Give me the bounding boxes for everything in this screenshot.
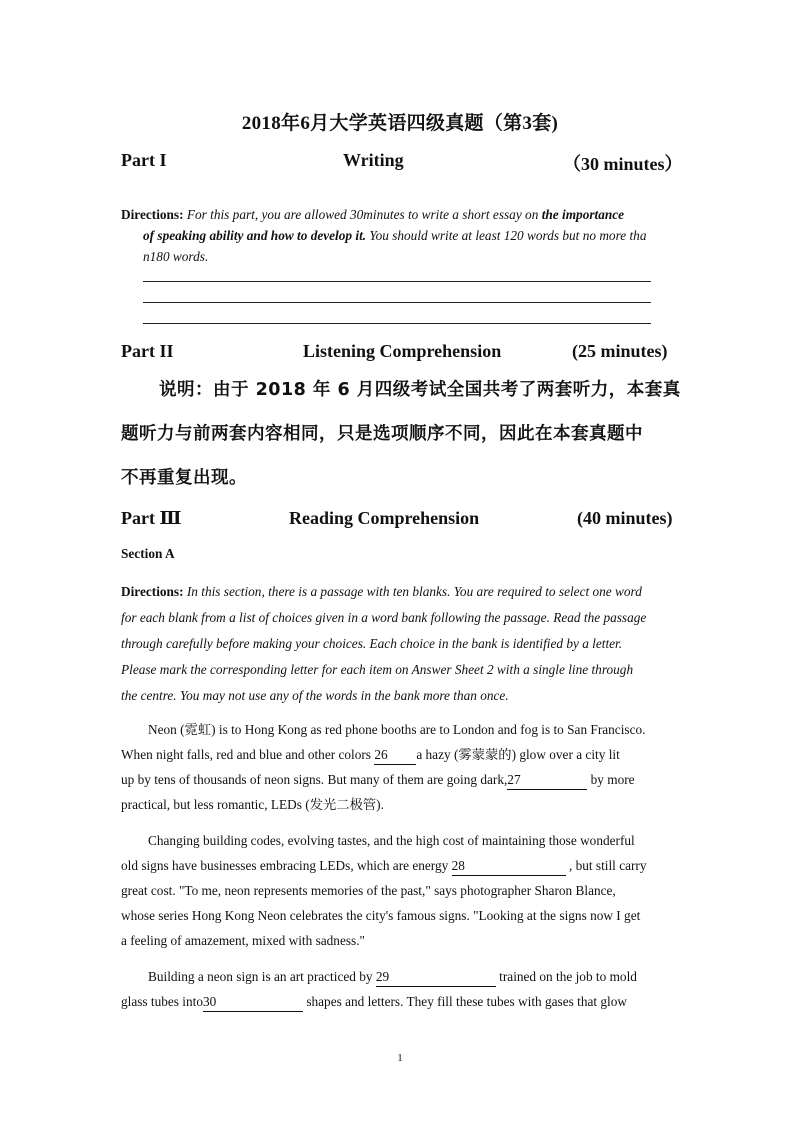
- part1-directions-line2: [121, 225, 691, 246]
- passage-line: [121, 742, 681, 767]
- page-title: 2018年6月大学英语四级真题（第3套): [241, 113, 559, 134]
- part1-dir-text2: You should write at least 120 words but no more tha: [366, 228, 647, 243]
- passage-line: [121, 989, 681, 1014]
- listening-note-line1: 说明：由于 2018 年 6 月四级考试全国共考了两套听力，本套真: [159, 380, 681, 400]
- part2-name: Listening Comprehension: [303, 341, 502, 361]
- part2-heading: [121, 341, 677, 369]
- directions-label: Directions:: [121, 584, 184, 599]
- writing-line: [143, 323, 651, 324]
- part1-dir-text3: n180 words.: [143, 249, 209, 264]
- part3-dir-text: through carefully before making your choices. Each choice in the bank is identified by a letter.: [121, 636, 623, 651]
- blank-29[interactable]: 29: [376, 968, 496, 987]
- directions-label: Directions:: [121, 207, 184, 222]
- passage-line: [121, 767, 681, 792]
- passage-text: up by tens of thousands of neon signs. But many of them are going dark,: [121, 772, 508, 787]
- part3-dir-text: for each blank from a list of choices given in a word bank following the passage. Read the passage: [121, 610, 647, 625]
- passage-text: , but still carry: [565, 858, 647, 873]
- passage-paragraph-2: [121, 828, 681, 953]
- passage-paragraph-1: [121, 717, 681, 817]
- part2-time: (25 minutes): [572, 341, 668, 361]
- part3-dir-line1: [121, 579, 691, 605]
- part3-heading: [121, 508, 677, 536]
- part3-dir-text: Please mark the corresponding letter for each item on Answer Sheet 2 with a single line through: [121, 662, 634, 677]
- blank-27[interactable]: 27: [507, 771, 587, 790]
- part3-label: Part Ⅲ: [121, 508, 182, 528]
- part1-label: Part I: [121, 150, 167, 170]
- part1-directions-line1: [121, 204, 691, 225]
- writing-line: [143, 302, 651, 303]
- passage-text: old signs have businesses embracing LEDs, which are energy: [121, 858, 452, 873]
- section-a-heading: Section A: [121, 546, 175, 561]
- part3-directions: [121, 579, 691, 709]
- passage-text: When night falls, red and blue and other colors: [121, 747, 375, 762]
- part1-time: （30 minutes）: [563, 154, 683, 174]
- passage-line: great cost. "To me, neon represents memories of the past," says photographer Sharon Blance,: [121, 883, 616, 898]
- part1-dir-bold1: the importance: [541, 207, 625, 222]
- blank-28[interactable]: 28: [452, 857, 566, 876]
- part3-name: Reading Comprehension: [289, 508, 480, 528]
- passage-line: [121, 853, 681, 878]
- blank-26[interactable]: 26: [374, 746, 416, 765]
- part3-dir-text: In this section, there is a passage with ten blanks. You are required to select one word: [183, 584, 642, 599]
- part1-directions-line3: [121, 246, 691, 267]
- passage-line: [121, 964, 681, 989]
- passage-paragraph-3: [121, 964, 681, 1014]
- passage-text: a hazy (雾蒙蒙的) glow over a city lit: [416, 747, 620, 762]
- part1-directions: [121, 204, 691, 267]
- passage-line: whose series Hong Kong Neon celebrates the city's famous signs. "Looking at the signs now I get: [121, 908, 641, 923]
- passage-text: glass tubes into: [121, 994, 203, 1009]
- blank-30[interactable]: 30: [203, 993, 303, 1012]
- passage-line: Neon (霓虹) is to Hong Kong as red phone booths are to London and fog is to San Francisco.: [148, 722, 646, 737]
- passage-text: Building a neon sign is an art practiced by: [148, 969, 376, 984]
- part1-heading: [121, 150, 683, 178]
- passage-text: shapes and letters. They fill these tubes with gases that glow: [303, 994, 627, 1009]
- passage-line: Changing building codes, evolving tastes, and the high cost of maintaining those wonderful: [148, 833, 635, 848]
- page-number: 1: [397, 1052, 403, 1064]
- part1-dir-bold2: of speaking ability and how to develop it.: [143, 228, 367, 243]
- part1-name: Writing: [343, 150, 404, 170]
- listening-note: [121, 368, 681, 500]
- passage-line: practical, but less romantic, LEDs (发光二极管).: [121, 797, 384, 812]
- part3-dir-text: the centre. You may not use any of the words in the bank more than once.: [121, 688, 509, 703]
- listening-note-line2: 题听力与前两套内容相同，只是选项顺序不同，因此在本套真题中: [121, 424, 643, 444]
- listening-note-line3: 不再重复出现。: [121, 468, 247, 488]
- part2-label: Part II: [121, 341, 174, 361]
- part3-time: (40 minutes): [577, 508, 673, 528]
- passage-text: trained on the job to mold: [495, 969, 637, 984]
- passage-line: a feeling of amazement, mixed with sadness.": [121, 933, 365, 948]
- passage-text: by more: [587, 772, 635, 787]
- writing-line: [143, 281, 651, 282]
- part1-dir-text1: For this part, you are allowed 30minutes to write a short essay on: [186, 207, 542, 222]
